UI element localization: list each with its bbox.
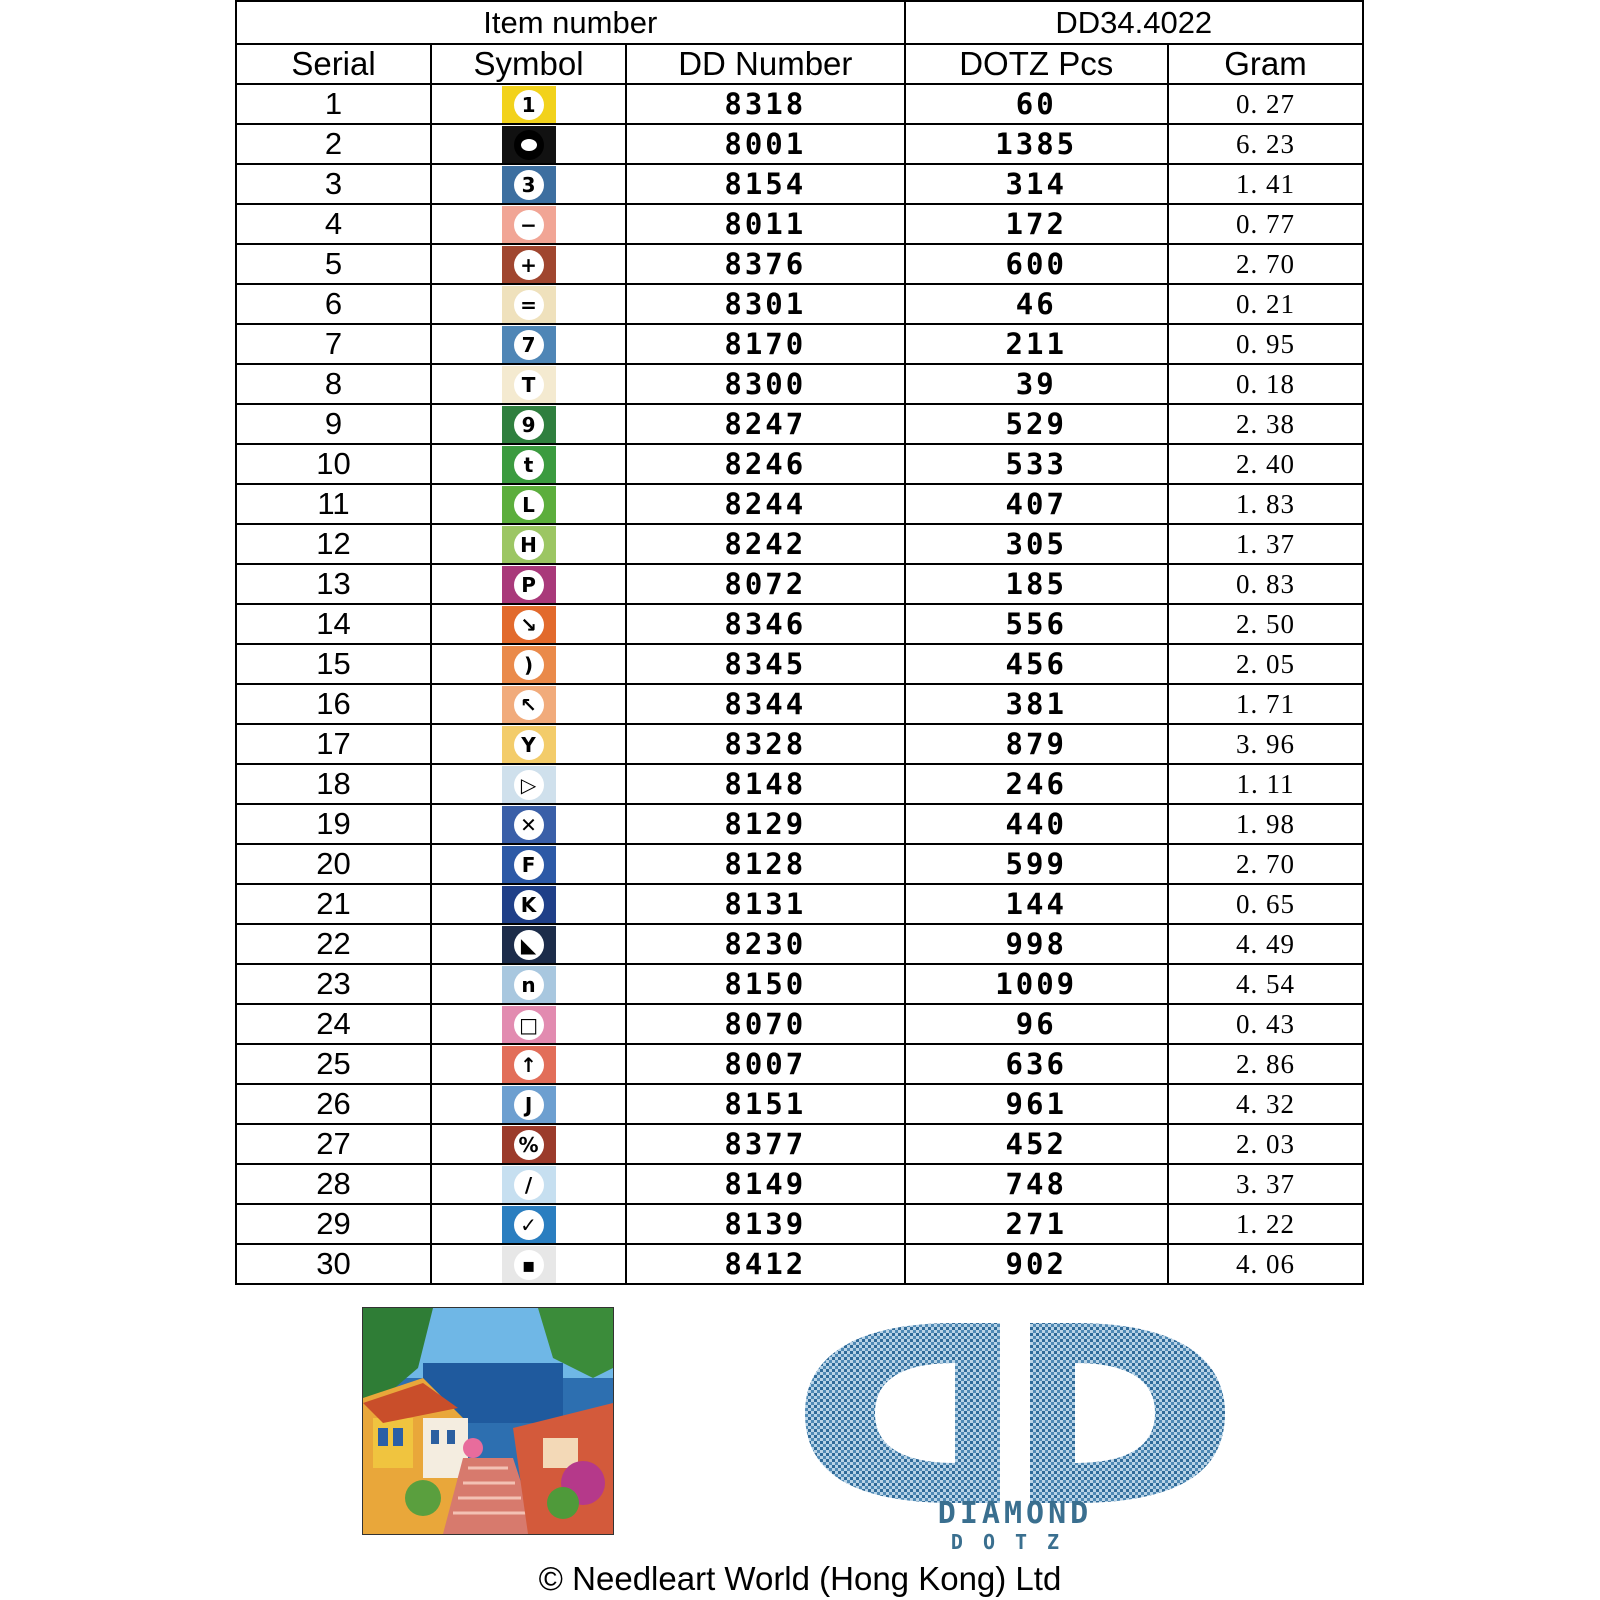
table-row [236,1244,1363,1284]
symbol-cell [431,884,626,924]
table-row [236,1004,1363,1044]
gram-cell: 4. 54 [1168,964,1363,1004]
column-header-gram: Gram [1168,44,1363,84]
table-row [236,484,1363,524]
color-swatch-icon [502,126,556,163]
gram-cell: 2. 03 [1168,1124,1363,1164]
color-swatch-icon [502,806,556,843]
symbol-glyph-icon [514,130,544,160]
gram-cell: 0. 65 [1168,884,1363,924]
dotz-pcs-cell: 271 [905,1204,1168,1244]
dotz-pcs-cell: 211 [905,324,1168,364]
serial-cell: 28 [236,1164,431,1204]
column-header-serial: Serial [236,44,431,84]
dd-number-cell: 8128 [626,844,904,884]
dd-number-cell: 8246 [626,444,904,484]
gram-cell: 4. 32 [1168,1084,1363,1124]
gram-cell: 2. 70 [1168,844,1363,884]
serial-cell: 20 [236,844,431,884]
dd-number-cell: 8377 [626,1124,904,1164]
dd-number-cell: 8170 [626,324,904,364]
dd-number-cell: 8344 [626,684,904,724]
symbol-cell [431,444,626,484]
dd-number-cell: 8244 [626,484,904,524]
dd-number-cell: 8154 [626,164,904,204]
dd-number-cell: 8242 [626,524,904,564]
dd-number-cell: 8001 [626,124,904,164]
serial-cell: 5 [236,244,431,284]
symbol-cell [431,1004,626,1044]
dotz-pcs-cell: 961 [905,1084,1168,1124]
table-row [236,564,1363,604]
dd-number-cell: 8247 [626,404,904,444]
color-swatch-icon [502,86,556,123]
symbol-cell [431,684,626,724]
table-row [236,844,1363,884]
symbol-glyph-icon: ↖ [514,690,544,720]
color-swatch-icon [502,766,556,803]
symbol-cell [431,964,626,1004]
gram-cell: 3. 37 [1168,1164,1363,1204]
gram-cell: 3. 96 [1168,724,1363,764]
symbol-glyph-icon: T [514,370,544,400]
dd-number-cell: 8376 [626,244,904,284]
symbol-cell [431,1124,626,1164]
symbol-cell [431,524,626,564]
symbol-glyph-icon: P [514,570,544,600]
dotz-pcs-cell: 144 [905,884,1168,924]
color-swatch-icon [502,286,556,323]
dd-number-cell: 8129 [626,804,904,844]
symbol-glyph-icon: 1 [514,90,544,120]
symbol-cell [431,1044,626,1084]
serial-cell: 8 [236,364,431,404]
logo-sub-text: DOTZ [950,1530,1080,1554]
color-swatch-icon [502,1046,556,1083]
symbol-cell [431,644,626,684]
dotz-pcs-cell: 600 [905,244,1168,284]
table-row [236,244,1363,284]
column-header-dd-number: DD Number [626,44,904,84]
color-swatch-icon [502,1126,556,1163]
dd-number-cell: 8300 [626,364,904,404]
symbol-glyph-icon: ▷ [514,770,544,800]
gram-cell: 2. 70 [1168,244,1363,284]
dotz-pcs-cell: 407 [905,484,1168,524]
table-row [236,444,1363,484]
color-swatch-icon [502,686,556,723]
table-row [236,404,1363,444]
dotz-pcs-cell: 39 [905,364,1168,404]
dd-number-cell: 8318 [626,84,904,124]
table-row [236,884,1363,924]
logo-brand-text: DIAMOND [937,1496,1093,1531]
symbol-glyph-icon: ▪ [514,1250,544,1280]
dotz-pcs-cell: 998 [905,924,1168,964]
gram-cell: 0. 83 [1168,564,1363,604]
gram-cell: 0. 18 [1168,364,1363,404]
symbol-cell [431,244,626,284]
symbol-cell [431,1164,626,1204]
symbol-glyph-icon: + [514,250,544,280]
copyright-notice: © Needleart World (Hong Kong) Ltd [538,1560,1062,1597]
serial-cell: 14 [236,604,431,644]
symbol-cell [431,1204,626,1244]
serial-cell: 21 [236,884,431,924]
table-row [236,1204,1363,1244]
symbol-glyph-icon: 3 [514,170,544,200]
color-swatch-icon [502,886,556,923]
table-row [236,1044,1363,1084]
symbol-cell [431,804,626,844]
symbol-glyph-icon: ◣ [514,930,544,960]
gram-cell: 2. 50 [1168,604,1363,644]
dotz-pcs-cell: 456 [905,644,1168,684]
serial-cell: 29 [236,1204,431,1244]
symbol-cell [431,484,626,524]
symbol-glyph-icon: 7 [514,330,544,360]
dotz-pcs-cell: 314 [905,164,1168,204]
serial-cell: 23 [236,964,431,1004]
dotz-pcs-cell: 96 [905,1004,1168,1044]
color-swatch-icon [502,646,556,683]
column-header-symbol: Symbol [431,44,626,84]
table-row [236,524,1363,564]
serial-cell: 26 [236,1084,431,1124]
gram-cell: 0. 21 [1168,284,1363,324]
color-swatch-icon [502,926,556,963]
gram-cell: 2. 38 [1168,404,1363,444]
symbol-glyph-icon: H [514,530,544,560]
gram-cell: 1. 37 [1168,524,1363,564]
symbol-glyph-icon: t [514,450,544,480]
gram-cell: 1. 83 [1168,484,1363,524]
gram-cell: 1. 11 [1168,764,1363,804]
symbol-cell [431,204,626,244]
serial-cell: 10 [236,444,431,484]
color-swatch-icon [502,966,556,1003]
serial-cell: 16 [236,684,431,724]
gram-cell: 4. 49 [1168,924,1363,964]
serial-cell: 19 [236,804,431,844]
symbol-glyph-icon: ↘ [514,610,544,640]
serial-cell: 11 [236,484,431,524]
serial-cell: 7 [236,324,431,364]
symbol-cell [431,764,626,804]
gram-cell: 2. 05 [1168,644,1363,684]
serial-cell: 27 [236,1124,431,1164]
gram-cell: 2. 40 [1168,444,1363,484]
serial-cell: 22 [236,924,431,964]
gram-cell: 1. 98 [1168,804,1363,844]
dd-number-cell: 8151 [626,1084,904,1124]
serial-cell: 6 [236,284,431,324]
table-row [236,324,1363,364]
symbol-cell [431,324,626,364]
dd-number-cell: 8131 [626,884,904,924]
table-row [236,964,1363,1004]
gram-cell: 0. 27 [1168,84,1363,124]
color-swatch-icon [502,166,556,203]
dd-number-cell: 8011 [626,204,904,244]
symbol-glyph-icon: ✕ [514,810,544,840]
gram-cell: 0. 95 [1168,324,1363,364]
symbol-glyph-icon: L [514,490,544,520]
color-swatch-icon [502,846,556,883]
symbol-glyph-icon: 9 [514,410,544,440]
dd-number-cell: 8328 [626,724,904,764]
serial-cell: 24 [236,1004,431,1044]
dd-number-cell: 8150 [626,964,904,1004]
symbol-glyph-icon: J [514,1090,544,1120]
dotz-pcs-cell: 879 [905,724,1168,764]
table-row [236,84,1363,124]
symbol-glyph-icon: K [514,890,544,920]
symbol-cell [431,404,626,444]
dotz-pcs-cell: 185 [905,564,1168,604]
dd-number-cell: 8072 [626,564,904,604]
symbol-cell [431,924,626,964]
table-row [236,364,1363,404]
gram-cell: 1. 22 [1168,1204,1363,1244]
dotz-pcs-cell: 599 [905,844,1168,884]
dotz-pcs-cell: 533 [905,444,1168,484]
serial-cell: 9 [236,404,431,444]
diamond-dotz-logo [805,1318,1225,1558]
symbol-cell [431,604,626,644]
symbol-glyph-icon: = [514,290,544,320]
dotz-pcs-cell: 1009 [905,964,1168,1004]
item-number-label: Item number [236,1,905,44]
serial-cell: 3 [236,164,431,204]
dotz-pcs-cell: 748 [905,1164,1168,1204]
gram-cell: 1. 71 [1168,684,1363,724]
symbol-glyph-icon: ✓ [514,1210,544,1240]
serial-cell: 1 [236,84,431,124]
table-row [236,684,1363,724]
color-swatch-icon [502,526,556,563]
color-swatch-icon [502,446,556,483]
table-row [236,644,1363,684]
color-swatch-icon [502,1006,556,1043]
dd-number-cell: 8412 [626,1244,904,1284]
symbol-cell [431,844,626,884]
symbol-glyph-icon: / [514,1170,544,1200]
table-row [236,764,1363,804]
table-row [236,604,1363,644]
dotz-pcs-cell: 246 [905,764,1168,804]
dd-number-cell: 8230 [626,924,904,964]
table-row [236,724,1363,764]
dd-number-cell: 8346 [626,604,904,644]
dotz-pcs-cell: 636 [905,1044,1168,1084]
dotz-pcs-cell: 902 [905,1244,1168,1284]
gram-cell: 1. 41 [1168,164,1363,204]
symbol-glyph-icon: % [514,1130,544,1160]
gram-cell: 0. 43 [1168,1004,1363,1044]
color-swatch-icon [502,366,556,403]
item-number-value: DD34.4022 [905,1,1363,44]
table-row [236,924,1363,964]
dd-number-cell: 8345 [626,644,904,684]
serial-cell: 18 [236,764,431,804]
color-swatch-icon [502,1246,556,1283]
symbol-cell [431,124,626,164]
color-swatch-icon [502,726,556,763]
dd-number-cell: 8149 [626,1164,904,1204]
column-header-dotz-pcs: DOTZ Pcs [905,44,1168,84]
color-swatch-icon [502,406,556,443]
symbol-cell [431,724,626,764]
symbol-cell [431,84,626,124]
table-row [236,204,1363,244]
dd-number-cell: 8007 [626,1044,904,1084]
dotz-pcs-cell: 529 [905,404,1168,444]
gram-cell: 0. 77 [1168,204,1363,244]
gram-cell: 6. 23 [1168,124,1363,164]
table-row [236,804,1363,844]
serial-cell: 2 [236,124,431,164]
symbol-glyph-icon: n [514,970,544,1000]
color-swatch-icon [502,486,556,523]
symbol-glyph-icon: ↑ [514,1050,544,1080]
dd-number-cell: 8148 [626,764,904,804]
table-row [236,124,1363,164]
symbol-glyph-icon: Y [514,730,544,760]
dotz-pcs-cell: 305 [905,524,1168,564]
color-swatch-icon [502,206,556,243]
serial-cell: 25 [236,1044,431,1084]
dotz-pcs-cell: 1385 [905,124,1168,164]
symbol-cell [431,164,626,204]
color-swatch-icon [502,606,556,643]
color-swatch-icon [502,1166,556,1203]
dotz-pcs-cell: 172 [905,204,1168,244]
table-row [236,284,1363,324]
symbol-cell [431,364,626,404]
color-swatch-icon [502,1086,556,1123]
gram-cell: 2. 86 [1168,1044,1363,1084]
symbol-cell [431,1084,626,1124]
artwork-preview-image [362,1307,614,1535]
symbol-cell [431,284,626,324]
serial-cell: 12 [236,524,431,564]
color-swatch-icon [502,1206,556,1243]
dd-number-cell: 8301 [626,284,904,324]
serial-cell: 17 [236,724,431,764]
symbol-glyph-icon: − [514,210,544,240]
serial-cell: 4 [236,204,431,244]
dotz-pcs-cell: 440 [905,804,1168,844]
dotz-pcs-cell: 556 [905,604,1168,644]
serial-cell: 30 [236,1244,431,1284]
color-swatch-icon [502,326,556,363]
dd-number-cell: 8070 [626,1004,904,1044]
gram-cell: 4. 06 [1168,1244,1363,1284]
dd-number-cell: 8139 [626,1204,904,1244]
dotz-pcs-cell: 60 [905,84,1168,124]
serial-cell: 13 [236,564,431,604]
table-row [236,1164,1363,1204]
dotz-pcs-cell: 452 [905,1124,1168,1164]
dotz-pcs-cell: 381 [905,684,1168,724]
dotz-pcs-cell: 46 [905,284,1168,324]
color-swatch-icon [502,246,556,283]
symbol-cell [431,564,626,604]
table-row [236,164,1363,204]
table-row [236,1124,1363,1164]
symbol-glyph-icon: ) [514,650,544,680]
symbol-cell [431,1244,626,1284]
symbol-glyph-icon: □ [514,1010,544,1040]
color-legend-table [235,0,1364,1285]
serial-cell: 15 [236,644,431,684]
table-row [236,1084,1363,1124]
symbol-glyph-icon: F [514,850,544,880]
color-swatch-icon [502,566,556,603]
